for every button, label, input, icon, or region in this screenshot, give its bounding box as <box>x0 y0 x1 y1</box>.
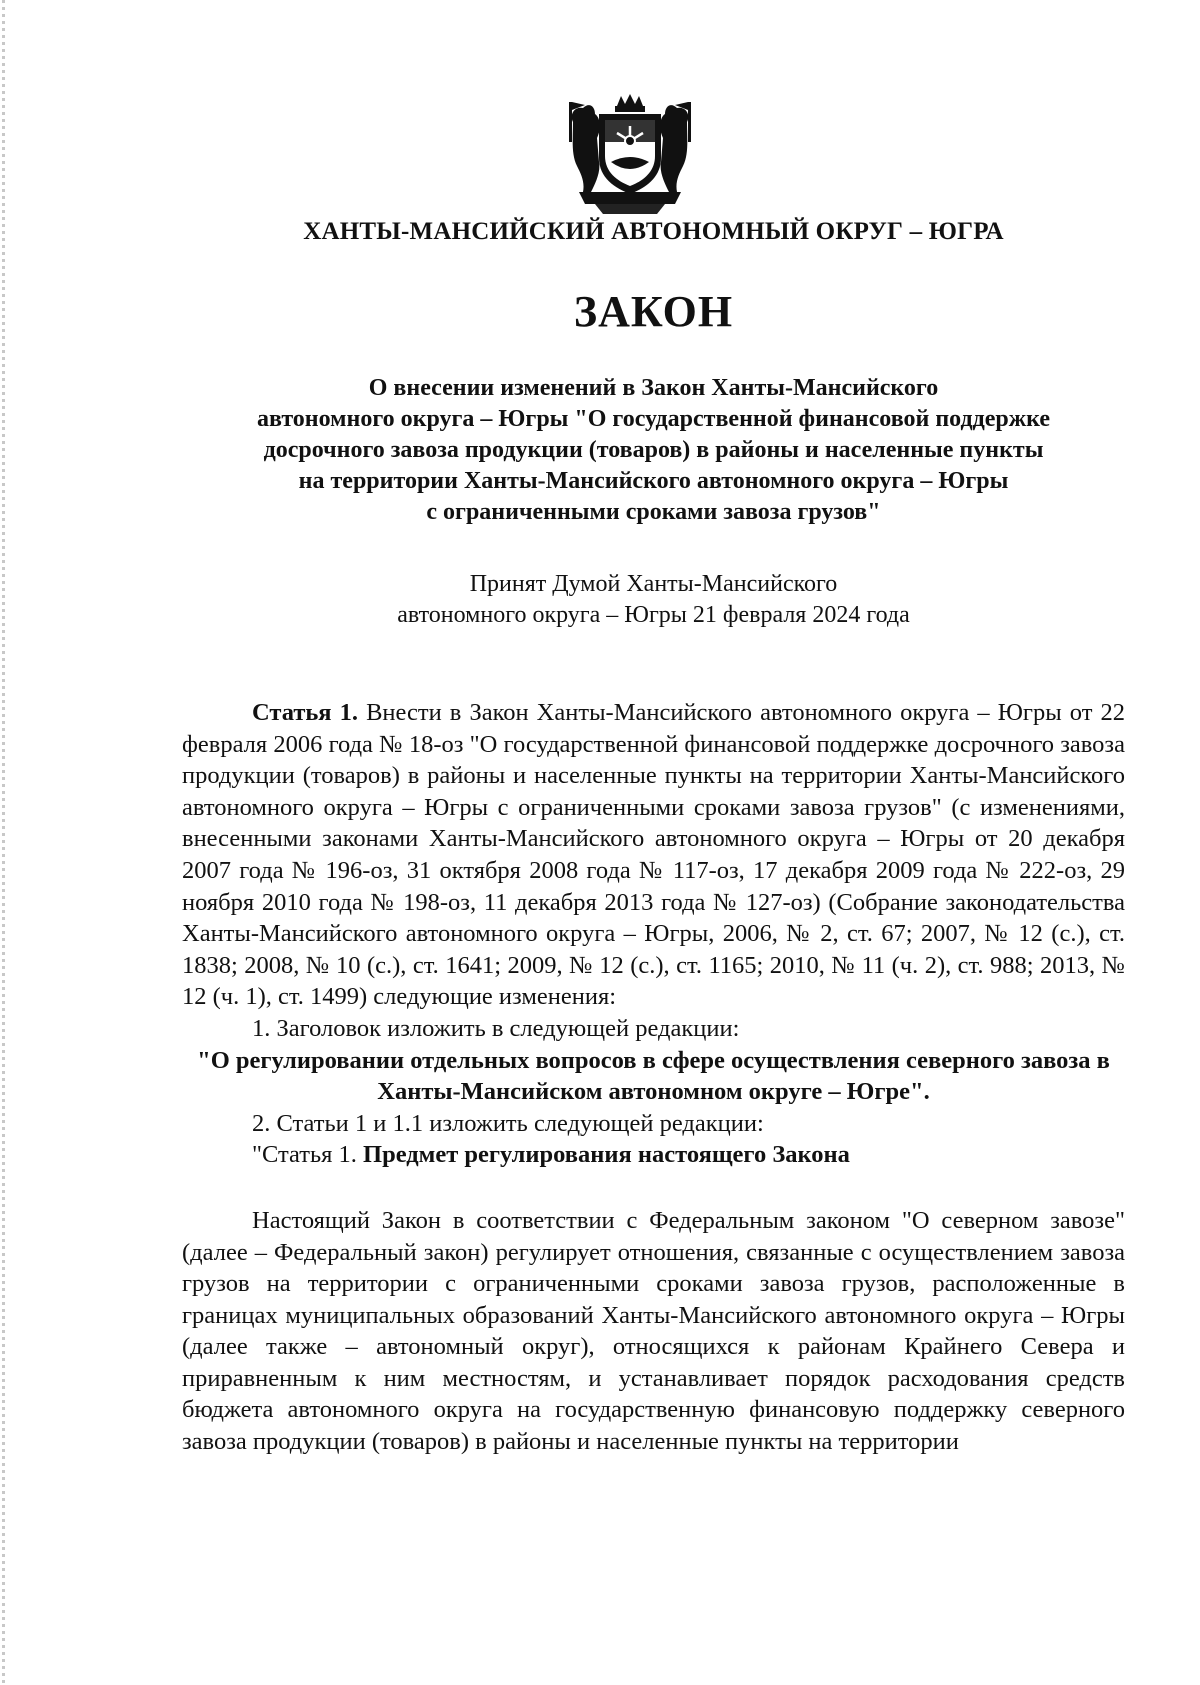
article-1-label: Статья 1. <box>252 699 359 726</box>
subtitle-line: О внесении изменений в Закон Ханты-Мансийского <box>368 375 939 401</box>
article-1-paragraph <box>182 697 1125 1013</box>
adoption-line: Принят Думой Ханты-Мансийского <box>469 571 838 597</box>
article-1-text: Внести в Закон Ханты-Мансийского автономного округа – Югры от 22 февраля 2006 года № 18-оз "О государственной финансовой поддержке досрочного завоза продукции (товаров) в районы и населенные пункты на территории Ханты-Мансийского автономного округа – Югры с ограниченными сроками завоза грузов" (с изменениями, внесенными законами Ханты-Мансийского автономного округа – Югры от 20 декабря 2007 года № 196-оз, 31 октября 2008 года № 117-оз, 17 декабря 2009 года № 222-оз, 29 ноября 2010 года № 198-оз, 11 декабря 2013 года № 127-оз) (Собрание законодательства Ханты-Мансийского автономного округа – Югры, 2006, № 2, ст. 67; 2007, № 12 (с.), ст. 1838; 2008, № 10 (с.), ст. 1641; 2009, № 12 (с.), ст. 1165; 2010, № 11 (ч. 2), ст. 988; 2013, № 12 (ч. 1), ст. 1499) следующие изменения: <box>182 699 1125 1011</box>
item-2-paragraph: 2. Статьи 1 и 1.1 изложить следующей редакции: <box>252 1109 764 1137</box>
item-1-paragraph: 1. Заголовок изложить в следующей редакции: <box>252 1014 740 1042</box>
law-subtitle <box>162 373 1145 528</box>
subtitle-line: с ограниченными сроками завоза грузов" <box>426 499 881 525</box>
region-heading: ХАНТЫ-МАНСИЙСКИЙ АВТОНОМНЫЙ ОКРУГ – ЮГРА <box>303 218 1004 245</box>
scan-edge-artifact <box>2 0 5 1685</box>
subtitle-line: досрочного завоза продукции (товаров) в районы и населенные пункты <box>263 437 1044 463</box>
paragraph-gap <box>182 1171 1125 1205</box>
new-law-title: "О регулировании отдельных вопросов в сфере осуществления северного завоза в Ханты-Мансийском автономном округе – Югре". <box>197 1046 1110 1106</box>
law-body <box>182 697 1125 1458</box>
new-article-text: Настоящий Закон в соответствии с Федеральным законом "О северном завозе" (далее – Федеральный закон) регулирует отношения, связанные с осуществлением завоза грузов на территории с ограниченными сроками завоза грузов, расположенные в границах муниципальных образований Ханты-Мансийского автономного округа – Югры (далее также – автономный округ), относящихся к районам Крайнего Севера и приравненным к ним местностям, и устанавливает порядок расходования средств бюджета автономного округа на государственную финансовую поддержку северного завоза продукции (товаров) в районы и населенные пункты на территории <box>182 1206 1125 1456</box>
adoption-note <box>182 569 1125 631</box>
coat-of-arms-emblem <box>565 92 695 217</box>
new-article-heading: Предмет регулирования настоящего Закона <box>363 1141 850 1169</box>
new-article-heading-line <box>182 1139 1125 1171</box>
subtitle-line: автономного округа – Югры "О государственной финансовой поддержке <box>256 406 1051 432</box>
document-type-title: ЗАКОН <box>573 287 734 336</box>
subtitle-line: на территории Ханты-Мансийского автономного округа – Югры <box>298 468 1009 494</box>
new-article-prefix: "Статья 1. <box>252 1141 357 1169</box>
adoption-line: автономного округа – Югры 21 февраля 2024 года <box>397 602 910 628</box>
